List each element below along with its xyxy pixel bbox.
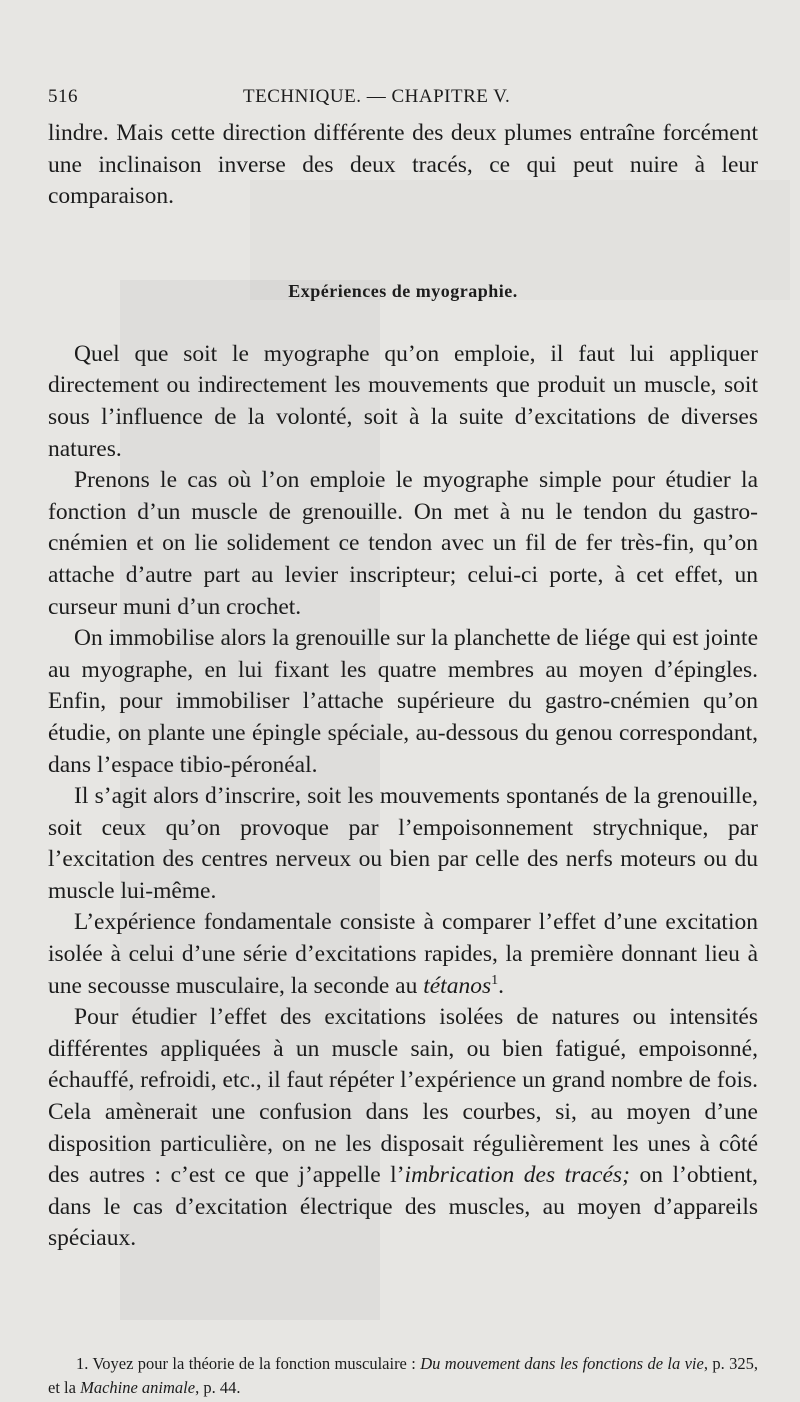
paragraph: Prenons le cas où l’on emploie le myographe simple pour étudier la fonction d’un muscle de grenouille. On met à nu le tendon du gastro-cnémien et on lie solidement ce tendon avec un fil de fer très-fin, qu’on attache d’autre part au levier inscripteur; celui-ci porte, à cet effet, un curseur muni d’un crochet. (48, 467, 758, 620)
footnote-italic: Du mouvement dans les fonctions de la vie (420, 1354, 704, 1373)
page-header (48, 86, 758, 112)
footnote-text-part: , p. 44. (195, 1378, 241, 1397)
paragraph-text: on l’obtient, dans le cas d’excitation électrique des muscles, au moyen d’appareils spéciaux. (48, 1162, 759, 1252)
footnote-italic: Machine animale (80, 1378, 196, 1397)
paragraph-text: L’expérience fondamentale consiste à comparer l’effet d’une excitation isolée à celui d’une série d’excitations rapides, la première donnant lieu à une secousse musculaire, la seconde au (48, 909, 758, 999)
paragraph-text: Pour étudier l’effet des excitations isolées de natures ou intensités différentes appliquées à un muscle sain, ou bien fatigué, empoisonné, échauffé, refroidi, etc., il faut répéter l’expérience un grand nombre de fois. Cela amènerait une confusion dans les courbes, si, au moyen d’une disposition particulière, on ne les disposait régulièrement les unes à côté des autres : c’est ce que j’appelle l’ (48, 1004, 758, 1189)
page-body (48, 118, 758, 1255)
paragraph: lindre. Mais cette direction différente des deux plumes entraîne forcément une inclinaison inverse des deux tracés, ce qui peut nuire à leur comparaison. (48, 120, 758, 210)
paragraph (48, 1002, 758, 1255)
paragraph-text: . (498, 972, 505, 999)
section-heading: Expériences de myographie. (288, 280, 518, 301)
paragraph: On immobilise alors la grenouille sur la planchette de liége qui est jointe au myographe, en lui fixant les quatre membres au moyen d’épingles. Enfin, pour immobiliser l’attache supérieure du gastro-cnémien qu’on étudie, on plante une épingle spéciale, au-dessous du genou correspondant, dans l’espace tibio-péronéal. (48, 625, 758, 778)
footnote (48, 1352, 758, 1400)
page-number: 516 (48, 86, 78, 107)
paragraph: Il s’agit alors d’inscrire, soit les mouvements spontanés de la grenouille, soit ceux qu’on provoque par l’empoisonnement strychnique, par l’excitation des centres nerveux ou bien par celle des nerfs moteurs ou du muscle lui-même. (48, 783, 758, 904)
footnote-marker: 1. (76, 1354, 89, 1373)
footnote-text (48, 1352, 758, 1400)
italic-term: tétanos (423, 972, 492, 999)
paragraph (48, 907, 758, 1002)
italic-term: imbrication des tracés; (404, 1162, 630, 1189)
paragraph: Quel que soit le myographe qu’on emploie, il faut lui appliquer directement ou indirectement les mouvements que produit un muscle, soit sous l’influence de la volonté, soit à la suite d’excitations de diverses natures. (48, 340, 758, 462)
footnote-text-part: Voyez pour la théorie de la fonction musculaire : (88, 1354, 421, 1373)
footnote-ref: 1 (491, 971, 499, 988)
running-title: TECHNIQUE. — CHAPITRE V. (243, 86, 511, 107)
footnote-text-part: , p. 325, et la (48, 1354, 758, 1397)
